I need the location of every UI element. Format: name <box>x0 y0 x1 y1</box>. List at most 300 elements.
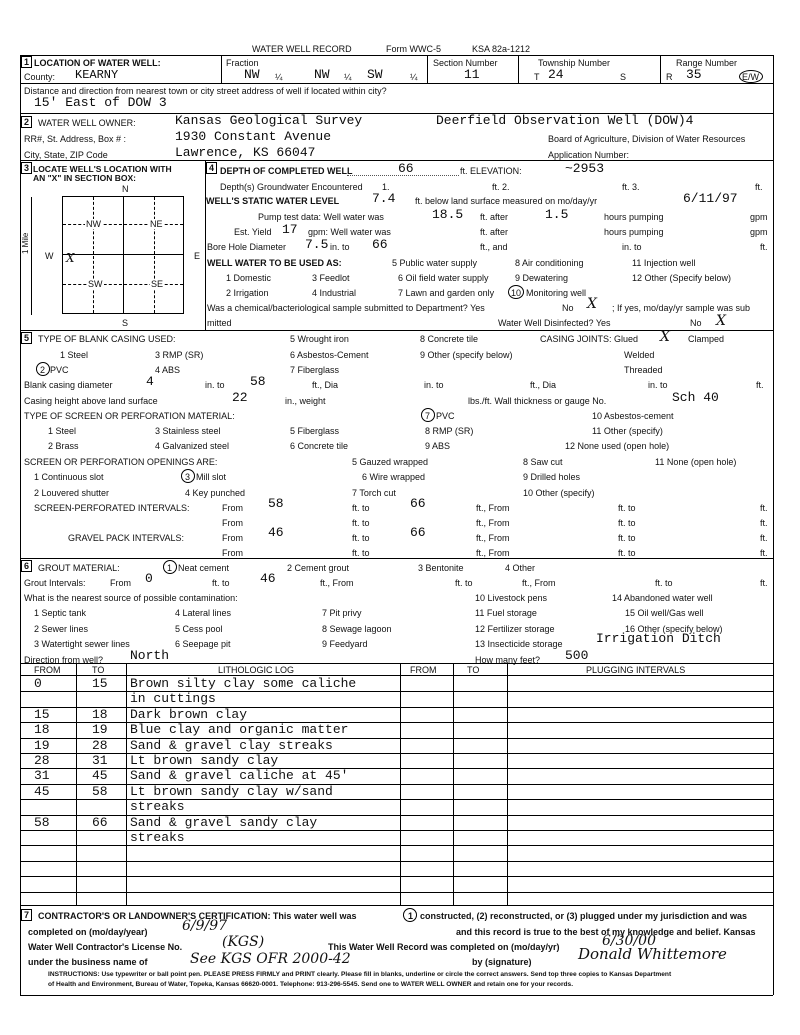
gp-ft-to-4: ft. to <box>618 548 636 558</box>
fraction-3: SW <box>367 67 383 82</box>
gp-to-value: 66 <box>410 525 426 540</box>
certification-option-1: 1 <box>408 911 414 921</box>
pump-hours-value: 1.5 <box>545 207 569 222</box>
log-description-cell: Sand & gravel sandy clay <box>130 814 318 830</box>
section-number-value: 11 <box>464 67 480 82</box>
contam-option: 3 Watertight sewer lines <box>34 639 130 649</box>
screen-material-label: TYPE OF SCREEN OR PERFORATION MATERIAL: <box>24 411 235 421</box>
mile-scale-line <box>31 197 32 315</box>
grout-from-label: From <box>110 578 131 588</box>
section-1-number: 1 <box>21 56 32 68</box>
sp-ft-to-3: ft. to <box>352 518 370 528</box>
sp-ft-end: ft. <box>760 503 768 513</box>
opening-option: 9 Drilled holes <box>523 472 581 482</box>
est-gpm-end: gpm <box>750 227 768 237</box>
log-row-line <box>20 845 773 846</box>
address-label: RR#, St. Address, Box # : <box>24 134 127 144</box>
gp-from-label: From <box>222 533 243 543</box>
casing-label: TYPE OF BLANK CASING USED: <box>38 334 176 344</box>
screen-option: 2 Brass <box>48 441 79 451</box>
log-header-plugging: PLUGGING INTERVALS <box>586 665 686 675</box>
direction-value: North <box>130 648 170 663</box>
log-row-line <box>20 892 773 893</box>
screen-option: 6 Concrete tile <box>290 441 349 451</box>
welded-label: Welded <box>624 350 655 360</box>
instructions-line-2: of Health and Environment, Bureau of Water, Topeka, Kansas 66620-0001. Telephone: 913-296-5545. Send one to WATER WELL OWNER and retain one for your records. <box>48 981 574 988</box>
contam-option: 10 Livestock pens <box>475 593 548 603</box>
screen-option: 8 RMP (SR) <box>425 426 474 436</box>
township-value: 24 <box>548 67 564 82</box>
owner-extra: Deerfield Observation Well (DOW)4 <box>436 113 694 128</box>
groundwater-label: Depth(s) Groundwater Encountered <box>220 182 363 192</box>
range-ew-circle <box>739 70 763 83</box>
screen-intervals-label: SCREEN-PERFORATED INTERVALS: <box>34 503 190 513</box>
certification-rest: constructed, (2) reconstructed, or (3) plugged under my jurisdiction and was <box>420 911 748 921</box>
feet-value: 500 <box>565 648 589 663</box>
grout-option: 4 Other <box>505 563 536 573</box>
grout-option: 3 Bentonite <box>418 563 464 573</box>
casing-joints-label: CASING JOINTS: Glued <box>540 334 639 344</box>
range-value: 35 <box>686 67 702 82</box>
log-description-cell: Sand & gravel caliche at 45' <box>130 768 349 784</box>
section-7-number: 7 <box>21 909 32 921</box>
log-description-cell: Lt brown sandy clay w/sand <box>130 783 333 799</box>
disinfected-no-mark: X <box>716 313 726 329</box>
sp-from-value: 58 <box>268 496 284 511</box>
static-level-label: WELL'S STATIC WATER LEVEL <box>206 196 340 206</box>
pump-ft-after: ft. after <box>480 212 509 222</box>
divider <box>427 55 428 83</box>
casing-in-to-2: in. to <box>424 380 444 390</box>
log-row-line <box>20 861 773 862</box>
casing-height-value: 22 <box>232 390 248 405</box>
bore-in-to-2: in. to <box>622 242 642 252</box>
grout-ft-from-2: ft., From <box>522 578 556 588</box>
divider <box>62 254 184 255</box>
sp-ft-to: ft. to <box>352 503 370 513</box>
business-name-value: See KGS OFR 2000-42 <box>190 951 351 967</box>
casing-to-value: 58 <box>250 374 266 389</box>
pump-label: Pump test data: Well water was <box>258 212 384 222</box>
casing-in-to-3: in. to <box>648 380 668 390</box>
log-description-cell: Sand & gravel clay streaks <box>130 737 333 753</box>
log-from-cell: 18 <box>34 722 50 738</box>
casing-option: 3 RMP (SR) <box>155 350 204 360</box>
glued-mark: X <box>660 329 670 345</box>
est-yield-value: 17 <box>282 222 298 237</box>
quarter-mark: ¼ <box>344 72 352 82</box>
casing-pvc-circle <box>36 362 50 376</box>
gw-1: 1. <box>382 182 390 192</box>
county-value: KEARNY <box>75 68 119 82</box>
screen-pvc-number: 7 <box>425 411 431 421</box>
screen-option: 9 ABS <box>425 441 451 451</box>
use-label: WELL WATER TO BE USED AS: <box>207 258 342 268</box>
section-6-number: 6 <box>21 560 32 572</box>
sp-ft-from: ft., From <box>476 503 510 513</box>
est-ft-after: ft. after <box>480 227 509 237</box>
static-level-rest: ft. below land surface measured on mo/day/yr <box>415 196 598 206</box>
use-option: 2 Irrigation <box>226 288 269 298</box>
bore-ft: ft. <box>760 242 768 252</box>
casing-gauge-value: Sch 40 <box>672 390 719 405</box>
screen-option: 11 Other (specify) <box>592 426 663 436</box>
city-label: City, State, ZIP Code <box>24 150 108 160</box>
casing-lbs: lbs./ft. Wall thickness or gauge No. <box>468 396 607 406</box>
log-to-cell: 66 <box>92 814 108 830</box>
log-description-cell: streaks <box>130 830 185 845</box>
location-label: LOCATION OF WATER WELL: <box>34 58 161 68</box>
chem-no-label: No <box>562 303 574 313</box>
use-option: 9 Dewatering <box>515 273 569 283</box>
range-prefix: R <box>666 72 673 82</box>
divider <box>154 197 155 313</box>
grout-ft-from: ft., From <box>320 578 354 588</box>
opening-option: 7 Torch cut <box>352 488 396 498</box>
divider <box>20 905 773 906</box>
gw-2: ft. 2. <box>492 182 510 192</box>
completed-label: completed on (mo/day/year) <box>28 927 148 937</box>
pump-hours-label: hours pumping <box>604 212 664 222</box>
est-hours: hours pumping <box>604 227 664 237</box>
completed-rest: and this record is true to the best of my knowledge and belief. Kansas <box>456 927 756 937</box>
grout-neat-label: Neat cement <box>178 563 230 573</box>
contam-option: 15 Oil well/Gas well <box>625 608 704 618</box>
east-label: E <box>194 251 201 261</box>
record-completed-label: This Water Well Record was completed on (mo/day/yr) <box>328 942 560 952</box>
direction-label: Direction from well? <box>24 655 104 665</box>
sp-ft-to-2: ft. to <box>618 503 636 513</box>
mile-label: 1 Mile <box>21 232 30 254</box>
opening-option: 6 Wire wrapped <box>362 472 426 482</box>
bore-in-to: in. to <box>330 242 350 252</box>
gp-ft-to-2: ft. to <box>618 533 636 543</box>
grout-neat-circle <box>163 560 177 574</box>
divider <box>20 83 773 84</box>
openings-label: SCREEN OR PERFORATION OPENINGS ARE: <box>24 457 218 467</box>
quarter-mark: ¼ <box>410 72 418 82</box>
chem-rest: ; If yes, mo/day/yr sample was sub <box>612 303 751 313</box>
log-from-cell: 19 <box>34 737 50 753</box>
bore-to-value: 66 <box>372 237 388 252</box>
sp-from-label-2: From <box>222 518 243 528</box>
pump-water-value: 18.5 <box>432 207 464 222</box>
log-to-cell: 45 <box>92 768 108 784</box>
sp-ft-to-4: ft. to <box>618 518 636 528</box>
gp-ft-from: ft., From <box>476 533 510 543</box>
log-to-cell: 31 <box>92 753 108 768</box>
record-completed-value: 6/30/00 <box>602 933 656 949</box>
section-4-number: 4 <box>206 162 217 174</box>
opening-option: 2 Louvered shutter <box>34 488 110 498</box>
log-description-cell: Blue clay and organic matter <box>130 722 349 738</box>
est-yield-label: Est. Yield <box>234 227 272 237</box>
casing-diameter-label: Blank casing diameter <box>24 380 113 390</box>
license-label: Water Well Contractor's License No. <box>28 942 183 952</box>
contamination-label: What is the nearest source of possible contamination: <box>24 593 238 603</box>
casing-diameter-value: 4 <box>146 374 154 389</box>
sp-ft-from-2: ft., From <box>476 518 510 528</box>
range-ew: E/W <box>742 72 759 82</box>
log-description-cell: Lt brown sandy clay <box>130 753 279 768</box>
log-header-from: FROM <box>34 665 61 675</box>
contam-option: 11 Fuel storage <box>475 608 537 618</box>
casing-in-to: in. to <box>205 380 225 390</box>
disinfected-no-label: No <box>690 318 702 328</box>
gp-from-label-2: From <box>222 548 243 558</box>
static-level-value: 7.4 <box>372 191 396 206</box>
feet-label: How many feet? <box>475 655 541 665</box>
distance-value: 15' East of DOW 3 <box>34 95 167 110</box>
casing-height-label: Casing height above land surface <box>24 396 158 406</box>
use-option: 12 Other (Specify below) <box>632 273 732 283</box>
grout-ft-to-3: ft. to <box>655 578 673 588</box>
gp-ft-end-2: ft. <box>760 548 768 558</box>
casing-option: 6 Asbestos-Cement <box>290 350 369 360</box>
locate-label: LOCATE WELL'S LOCATION WITH <box>33 164 172 174</box>
screen-option: 3 Stainless steel <box>155 426 221 436</box>
log-to-cell: 19 <box>92 722 108 738</box>
township-suffix: S <box>620 72 627 82</box>
distance-label: Distance and direction from nearest town or city street address of well if located within city? <box>24 86 387 96</box>
nw-quadrant: NW <box>86 219 101 229</box>
township-number-label: Township Number <box>538 58 611 68</box>
disinfected-label: Water Well Disinfected? Yes <box>498 318 611 328</box>
application-number-label: Application Number: <box>548 150 630 160</box>
casing-option: 5 Wrought iron <box>290 334 349 344</box>
use-option: 1 Domestic <box>226 273 272 283</box>
screen-option: 4 Galvanized steel <box>155 441 230 451</box>
use-option: 8 Air conditioning <box>515 258 584 268</box>
casing-pvc-label: PVC <box>50 365 69 375</box>
gp-ft-from-2: ft., From <box>476 548 510 558</box>
casing-option: 4 ABS <box>155 365 181 375</box>
form-statute: KSA 82a-1212 <box>472 44 531 54</box>
est-gpm: gpm: Well water was <box>308 227 391 237</box>
log-header-to: TO <box>92 665 105 675</box>
section-3-number: 3 <box>21 162 32 174</box>
sp-from-label: From <box>222 503 243 513</box>
use-option: 11 Injection well <box>632 258 696 268</box>
casing-option: 7 Fiberglass <box>290 365 340 375</box>
gw-3: ft. 3. <box>622 182 640 192</box>
log-header-to-2: TO <box>467 665 480 675</box>
log-to-cell: 58 <box>92 783 108 799</box>
instructions-line-1: INSTRUCTIONS: Use typewriter or ball point pen. PLEASE PRESS FIRMLY and PRINT clearly. Please fill in blanks, underline or circle the correct answers. Send top three copies to Kansas Department <box>48 971 672 978</box>
well-location-mark: X <box>66 251 75 265</box>
gravel-pack-label: GRAVEL PACK INTERVALS: <box>68 533 185 543</box>
log-to-cell: 15 <box>92 676 108 691</box>
log-from-cell: 0 <box>34 676 42 691</box>
sp-to-value: 66 <box>410 496 426 511</box>
elevation-value: ~2953 <box>565 161 605 176</box>
sp-ft-end-2: ft. <box>760 518 768 528</box>
quarter-mark: ¼ <box>275 72 283 82</box>
contam-option: 9 Feedyard <box>322 639 368 649</box>
depth-value: 66 <box>398 161 414 176</box>
contam-other-value: Irrigation Ditch <box>596 631 721 646</box>
license-value: (KGS) <box>222 934 265 950</box>
fraction-1: NW <box>244 67 260 82</box>
pump-gpm: gpm <box>750 212 768 222</box>
contam-option: 2 Sewer lines <box>34 624 89 634</box>
use-option: 6 Oil field water supply <box>398 273 489 283</box>
contam-option: 4 Lateral lines <box>175 608 232 618</box>
bore-label: Bore Hole Diameter <box>207 242 287 252</box>
gp-ft-to: ft. to <box>352 533 370 543</box>
signature: Donald Whittemore <box>578 945 727 963</box>
casing-ft-dia-2: ft., Dia <box>530 380 557 390</box>
divider <box>20 663 773 664</box>
gp-ft-to-3: ft. to <box>352 548 370 558</box>
log-description-cell: streaks <box>130 799 185 815</box>
contam-option: 7 Pit privy <box>322 608 362 618</box>
grout-ft-to: ft. to <box>212 578 230 588</box>
opening-option: 8 Saw cut <box>523 457 563 467</box>
fraction-label: Fraction <box>226 58 259 68</box>
north-label: N <box>122 184 129 194</box>
log-to-cell: 18 <box>92 706 108 722</box>
frame-left <box>20 55 21 995</box>
owner-value: Kansas Geological Survey <box>175 113 363 128</box>
opening-option: 4 Key punched <box>185 488 246 498</box>
section-2-number: 2 <box>21 116 32 128</box>
township-prefix: T <box>534 72 540 82</box>
west-label: W <box>45 251 54 261</box>
grout-neat-number: 1 <box>167 563 173 573</box>
contam-option: 14 Abandoned water well <box>612 593 713 603</box>
divider <box>123 196 124 314</box>
log-from-cell: 28 <box>34 753 50 768</box>
grout-intervals-label: Grout Intervals: <box>24 578 86 588</box>
business-name-label: under the business name of <box>28 957 148 967</box>
casing-option: 9 Other (specify below) <box>420 350 513 360</box>
bore-value: 7.5 <box>305 237 329 252</box>
divider <box>518 55 519 83</box>
contam-option: 1 Septic tank <box>34 608 87 618</box>
south-label: S <box>122 318 129 328</box>
divider <box>20 558 773 559</box>
ne-quadrant: NE <box>150 219 163 229</box>
opening-option: 5 Gauzed wrapped <box>352 457 429 467</box>
se-quadrant: SE <box>151 279 164 289</box>
divider <box>660 55 661 83</box>
grout-to-value: 46 <box>260 571 276 586</box>
log-header-from-2: FROM <box>410 665 437 675</box>
threaded-label: Threaded <box>624 365 663 375</box>
contam-option: 16 Other (specify below) <box>625 624 723 634</box>
clamped-label: Clamped <box>688 334 725 344</box>
opening-mill-circle <box>181 469 195 483</box>
signature-label: by (signature) <box>472 957 532 967</box>
use-10-circle <box>508 285 524 299</box>
gp-from-value: 46 <box>268 525 284 540</box>
contam-option: 13 Insecticide storage <box>475 639 563 649</box>
address-value: 1930 Constant Avenue <box>175 129 332 144</box>
range-number-label: Range Number <box>676 58 738 68</box>
opening-option: 1 Continuous slot <box>34 472 104 482</box>
log-from-cell: 15 <box>34 706 50 722</box>
opening-mill-label: Mill slot <box>196 472 227 482</box>
chem-no-mark: X <box>587 296 597 312</box>
divider <box>20 160 773 161</box>
screen-option: 5 Fiberglass <box>290 426 340 436</box>
completed-value: 6/9/97 <box>182 918 228 934</box>
contam-option: 8 Sewage lagoon <box>322 624 392 634</box>
screen-pvc-circle <box>421 408 435 422</box>
use-option-monitoring: Monitoring well <box>526 288 587 298</box>
log-header-lithologic: LITHOLOGIC LOG <box>218 665 295 675</box>
log-from-cell: 31 <box>34 768 50 784</box>
board-label: Board of Agriculture, Division of Water Resources <box>548 134 746 144</box>
contam-option: 6 Seepage pit <box>175 639 231 649</box>
static-level-date: 6/11/97 <box>683 191 738 206</box>
divider <box>63 224 183 225</box>
casing-pvc-number: 2 <box>40 365 46 375</box>
grout-from-value: 0 <box>145 571 153 586</box>
grout-ft-to-2: ft. to <box>455 578 473 588</box>
log-row-line <box>20 876 773 877</box>
log-to-cell: 28 <box>92 737 108 753</box>
log-description-cell: Dark brown clay <box>130 706 248 722</box>
screen-option: 1 Steel <box>48 426 77 436</box>
log-from-cell: 45 <box>34 783 50 799</box>
use-option: 3 Feedlot <box>312 273 350 283</box>
opening-mill-number: 3 <box>185 472 191 482</box>
casing-ft: ft. <box>756 380 764 390</box>
divider <box>221 55 222 83</box>
form-title: WATER WELL RECORD <box>252 44 352 54</box>
elevation-label: ft. ELEVATION: <box>460 166 522 176</box>
grout-option: 2 Cement grout <box>287 563 350 573</box>
gw-end: ft. <box>755 182 763 192</box>
divider <box>63 284 183 285</box>
log-from-cell: 58 <box>34 814 50 830</box>
certification-label: CONTRACTOR'S OR LANDOWNER'S CERTIFICATION: This water well was <box>38 911 357 921</box>
divider <box>93 197 94 313</box>
sw-quadrant: SW <box>88 279 103 289</box>
screen-pvc-label: PVC <box>436 411 455 421</box>
screen-option: 10 Asbestos-cement <box>592 411 674 421</box>
grout-label: GROUT MATERIAL: <box>38 563 120 573</box>
locate-label-2: AN "X" IN SECTION BOX: <box>33 173 136 183</box>
section-5-number: 5 <box>21 332 32 344</box>
screen-option: 12 None used (open hole) <box>565 441 670 451</box>
use-option: 5 Public water supply <box>392 258 478 268</box>
contam-option: 12 Fertilizer storage <box>475 624 555 634</box>
owner-label: WATER WELL OWNER: <box>38 118 136 128</box>
chem-mitted: mitted <box>207 318 232 328</box>
frame-right <box>773 55 774 995</box>
county-label: County: <box>24 72 56 82</box>
casing-ft-dia: ft., Dia <box>312 380 339 390</box>
form-number: Form WWC-5 <box>386 44 441 54</box>
casing-weight: in., weight <box>285 396 326 406</box>
fraction-2: NW <box>314 67 330 82</box>
opening-option: 10 Other (specify) <box>523 488 595 498</box>
certification-1-circle <box>403 908 417 922</box>
use-option: 7 Lawn and garden only <box>398 288 495 298</box>
depth-label: DEPTH OF COMPLETED WELL <box>220 166 353 176</box>
gp-ft-end: ft. <box>760 533 768 543</box>
casing-option: 1 Steel <box>60 350 89 360</box>
bore-ft-and: ft., and <box>480 242 508 252</box>
contam-option: 5 Cess pool <box>175 624 223 634</box>
chem-label: Was a chemical/bacteriological sample submitted to Department? Yes <box>207 303 485 313</box>
casing-option: 8 Concrete tile <box>420 334 479 344</box>
divider <box>205 160 206 330</box>
section-number-label: Section Number <box>433 58 498 68</box>
